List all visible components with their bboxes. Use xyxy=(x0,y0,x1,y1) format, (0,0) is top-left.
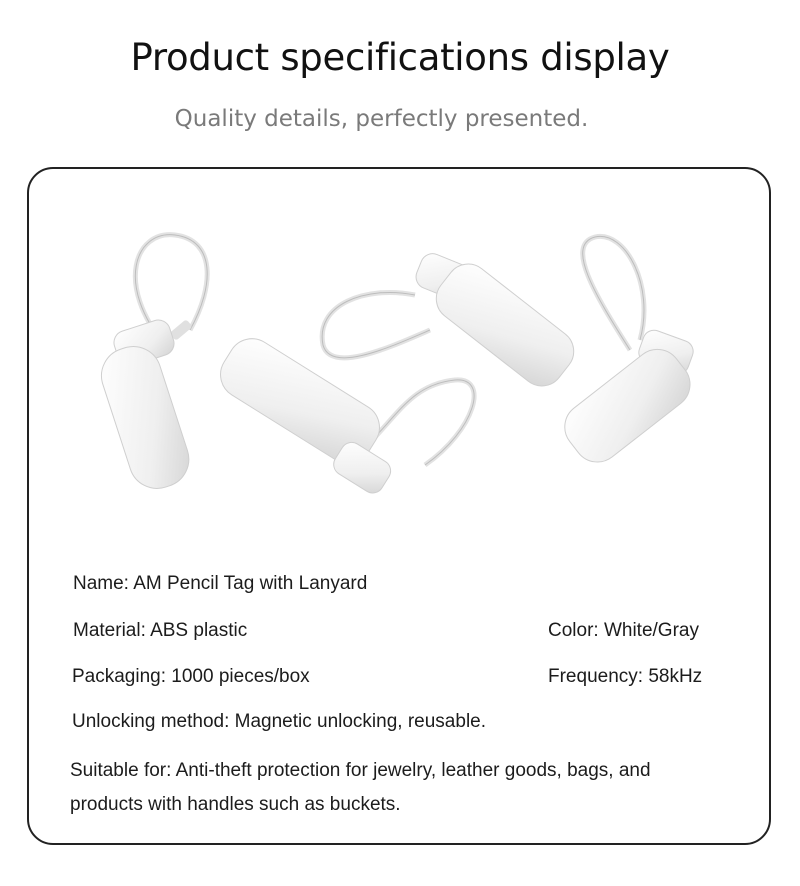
pencil-tag-2 xyxy=(211,330,474,497)
spec-unlocking: Unlocking method: Magnetic unlocking, reusable. xyxy=(72,711,487,732)
spec-material: Material: ABS plastic xyxy=(73,620,248,641)
page-subtitle: Quality details, perfectly presented. xyxy=(174,106,589,132)
spec-color: Color: White/Gray xyxy=(548,620,699,641)
spec-frequency: Frequency: 58kHz xyxy=(548,666,703,687)
pencil-tag-4 xyxy=(555,236,700,471)
page-title: Product specifications display xyxy=(130,36,670,79)
pencil-tag-1 xyxy=(95,235,207,496)
spec-name: Name: AM Pencil Tag with Lanyard xyxy=(73,573,368,594)
spec-suitable: Suitable for: Anti-theft protection for jewelry, leather goods, bags, and products with handles such as buckets. xyxy=(70,760,651,815)
pencil-tag-3 xyxy=(322,250,582,395)
pencil-tag-product-photo xyxy=(95,225,705,520)
spec-packaging: Packaging: 1000 pieces/box xyxy=(72,666,310,687)
